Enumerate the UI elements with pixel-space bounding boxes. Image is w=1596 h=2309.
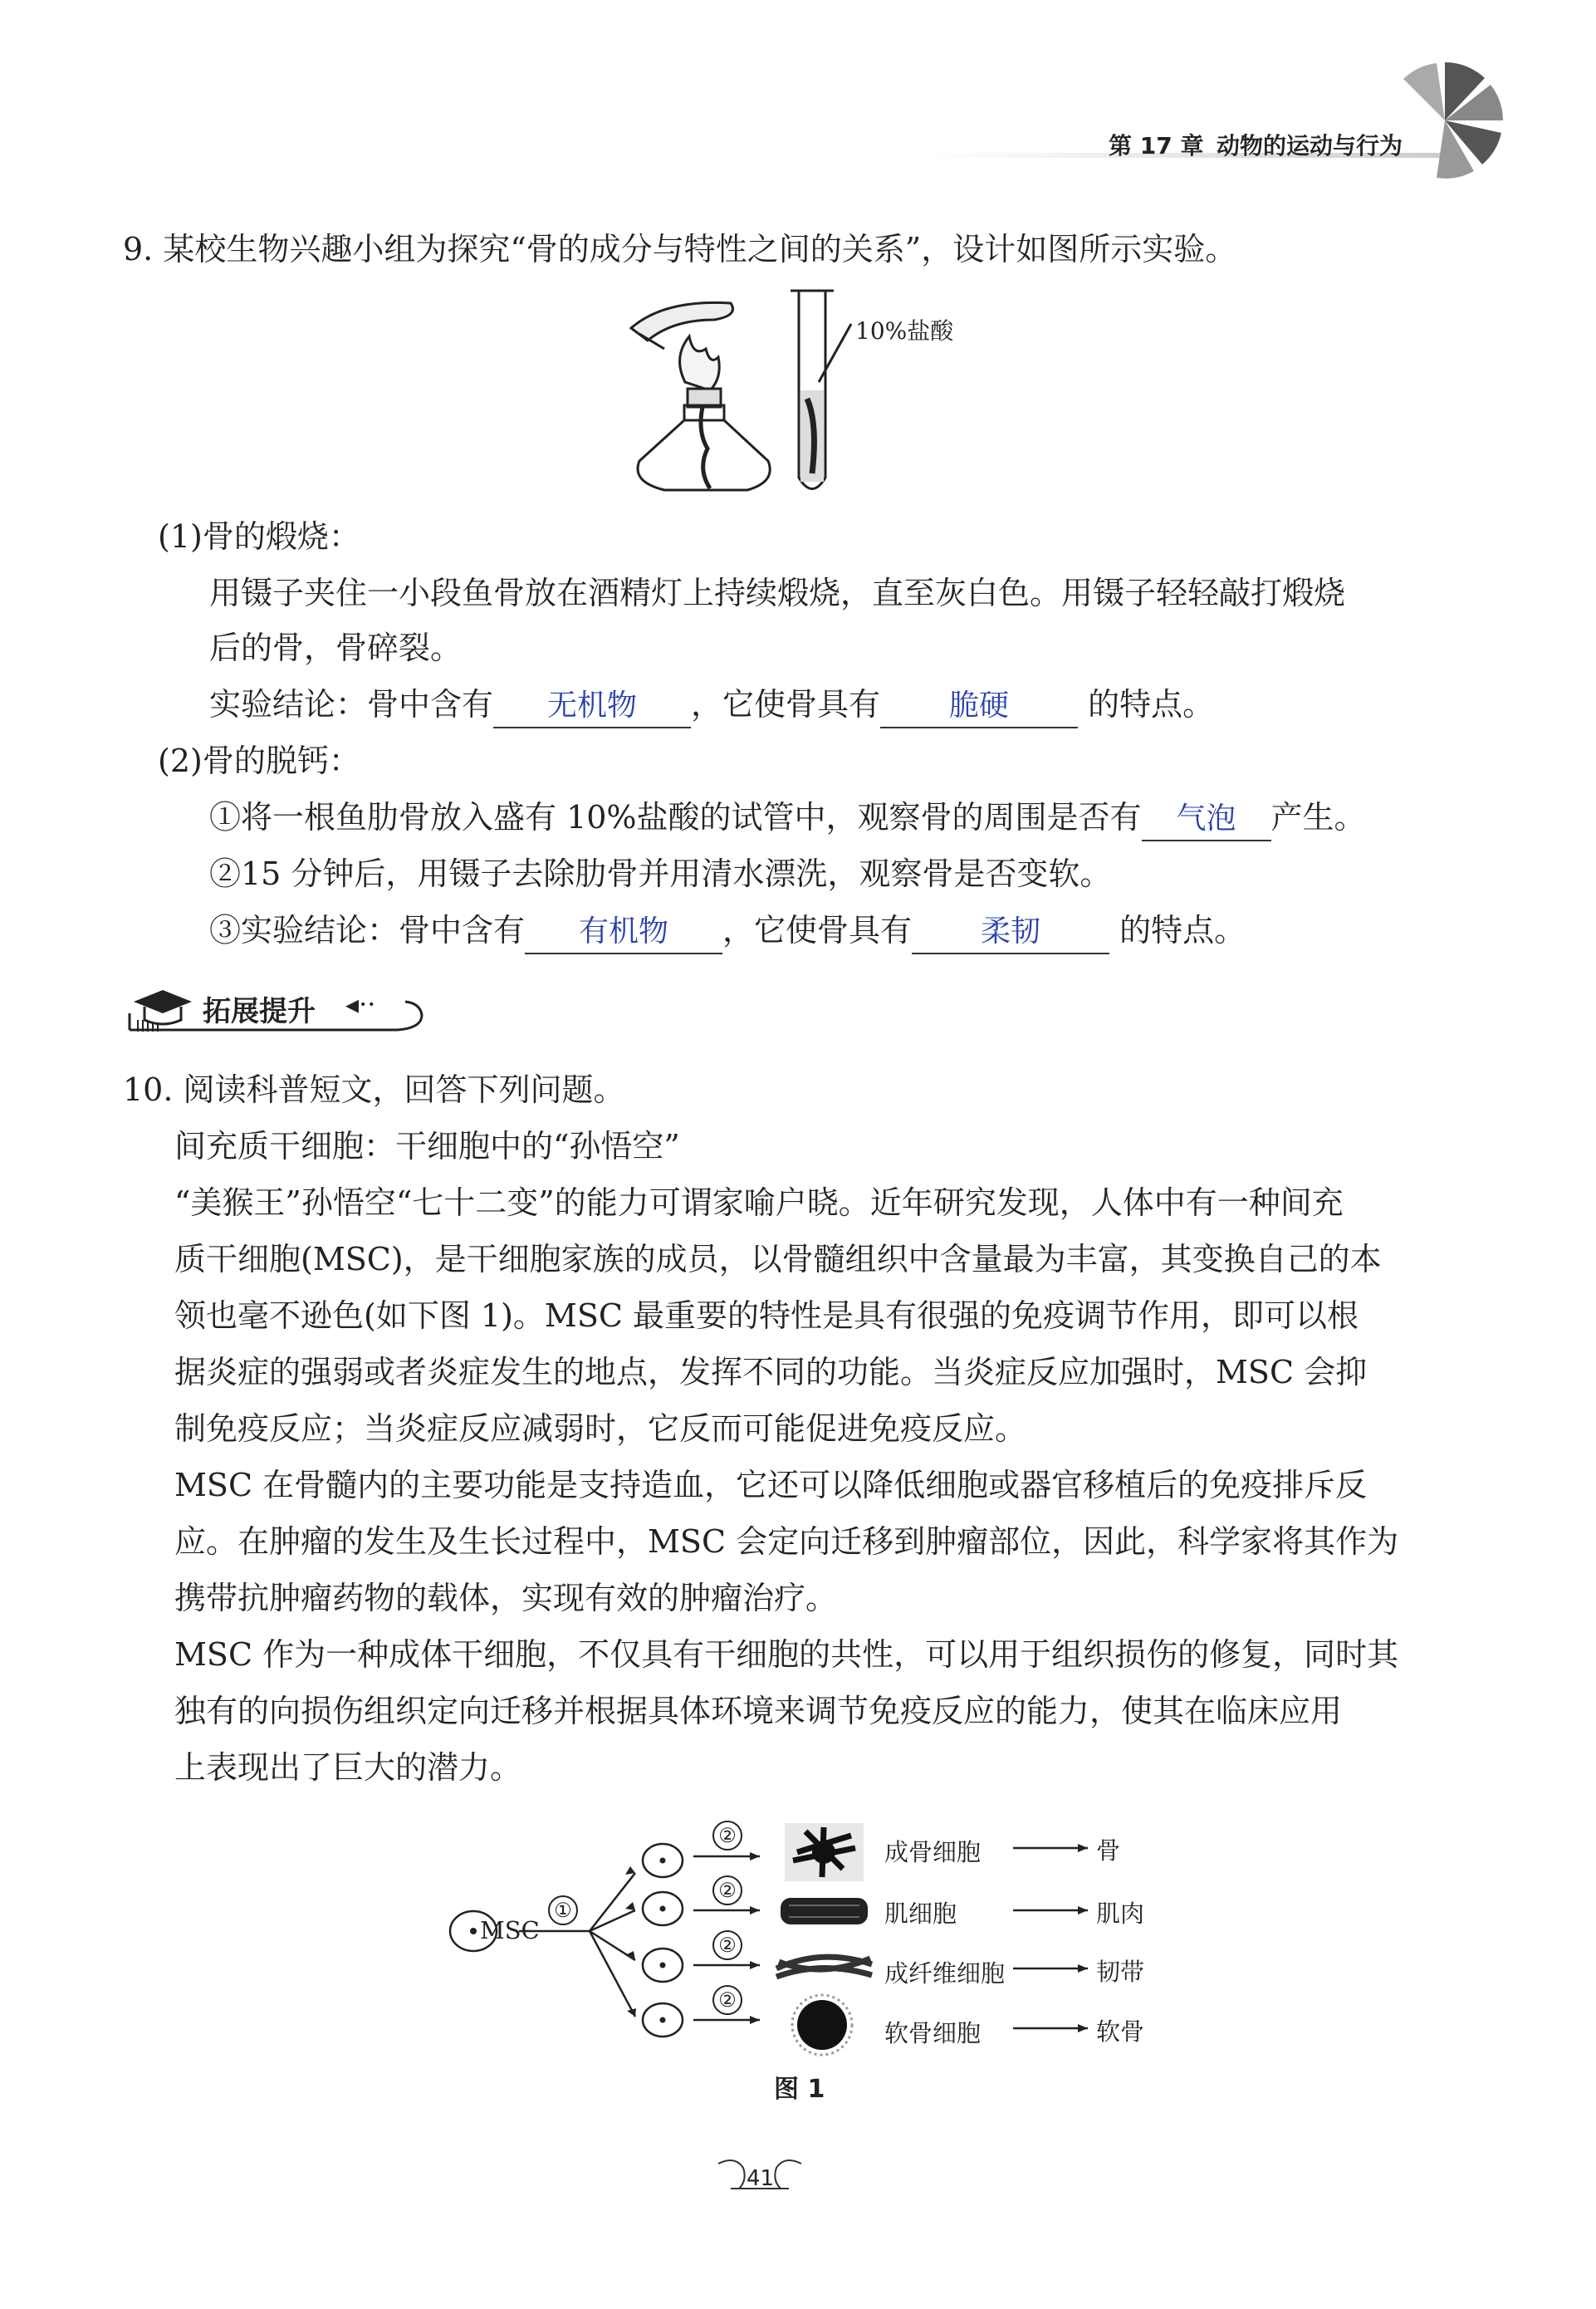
q9-part2-step1 xyxy=(209,794,1366,841)
figure1-step1-label: ① xyxy=(548,1895,578,1925)
figure1-cell-osteoblast: 成骨细胞 xyxy=(884,1838,982,1866)
q9-part1-line2: 后的骨，骨碎裂。 xyxy=(209,630,463,666)
q9-part2-title: (2)骨的脱钙： xyxy=(158,743,360,779)
arrow-left-icon: ◂·· xyxy=(345,988,376,1020)
answer-blank-inorganic[interactable]: 无机物 xyxy=(493,685,691,728)
q9-part2-step3 xyxy=(209,907,1246,954)
q9-part1-line1: 用镊子夹住一小段鱼骨放在酒精灯上持续煅烧，直至灰白色。用镊子轻轻敲打煅烧 xyxy=(209,575,1346,611)
page-header xyxy=(930,116,1461,166)
figure1-cell-fibroblast: 成纤维细胞 xyxy=(884,1959,1006,1988)
figure1-step2-label: ② xyxy=(712,1930,742,1960)
step3-text-b: ，它使骨具有 xyxy=(722,912,913,949)
figure1-caption: 图 1 xyxy=(774,2075,825,2104)
q10-para1-line3: 领也毫不逊色(如下图 1)。MSC 最重要的特性是具有很强的免疫调节作用，即可以根 xyxy=(174,1297,1359,1334)
figure1-result-bone: 骨 xyxy=(1096,1836,1121,1865)
answer-blank-flexible[interactable]: 柔韧 xyxy=(912,911,1109,954)
q10-para1-line2: 质干细胞(MSC)，是干细胞家族的成员，以骨髓组织中含量最为丰富，其变换自己的本 xyxy=(174,1241,1382,1277)
q10-para3-line2: 独有的向损伤组织定向迁移并根据具体环境来调节免疫反应的能力，使其在临床应用 xyxy=(174,1693,1343,1729)
q10-para1-line5: 制免疫反应；当炎症反应减弱时，它反而可能促进免疫反应。 xyxy=(174,1410,1027,1447)
section-banner xyxy=(123,980,430,1038)
figure1-result-ligament: 韧带 xyxy=(1096,1958,1145,1986)
figure1-msc-diagram xyxy=(432,1802,1179,2118)
figure1-step2-label: ② xyxy=(712,1985,742,2015)
q9-part1-conclusion xyxy=(209,681,1214,728)
figure1-result-muscle: 肌肉 xyxy=(1096,1900,1145,1928)
figure1-msc-label: MSC xyxy=(480,1916,540,1944)
chapter-number: 第 17 章 xyxy=(1109,132,1204,159)
answer-blank-bubbles[interactable]: 气泡 xyxy=(1142,798,1271,841)
section-banner-label: 拓展提升 xyxy=(203,995,316,1028)
q10-para2-line2: 应。在肿瘤的发生及生长过程中，MSC 会定向迁移到肿瘤部位，因此，科学家将其作为 xyxy=(174,1523,1399,1560)
q10-para1-line1: “美猴王”孙悟空“七十二变”的能力可谓家喻户晓。近年研究发现，人体中有一种间充 xyxy=(174,1184,1344,1221)
q10-para3-line3: 上表现出了巨大的潜力。 xyxy=(174,1749,522,1786)
conclusion-text-c: 的特点。 xyxy=(1088,686,1215,723)
figure1-step2-label: ② xyxy=(712,1875,742,1905)
step1-text-b: 产生。 xyxy=(1270,799,1366,836)
q10-para2-line1: MSC 在骨髓内的主要功能是支持造血，它还可以降低细胞或器官移植后的免疫排斥反 xyxy=(174,1467,1368,1503)
figure1-cell-chondrocyte: 软骨细胞 xyxy=(884,2019,982,2047)
q10-article-title: 间充质干细胞：干细胞中的“孙悟空” xyxy=(174,1128,680,1164)
step3-text-c: 的特点。 xyxy=(1119,912,1246,949)
chapter-title: 动物的运动与行为 xyxy=(1217,132,1403,159)
figure1-cell-muscle: 肌细胞 xyxy=(884,1900,957,1928)
figure-acid-label: 10%盐酸 xyxy=(855,317,954,345)
q9-apparatus-figure xyxy=(614,282,996,507)
q10-para2-line3: 携带抗肿瘤药物的载体，实现有效的肿瘤治疗。 xyxy=(174,1580,838,1616)
page-number-badge xyxy=(710,2151,810,2201)
answer-blank-brittle[interactable]: 脆硬 xyxy=(880,685,1078,728)
figure1-result-cartilage: 软骨 xyxy=(1096,2017,1145,2046)
figure1-step2-label: ② xyxy=(712,1821,742,1851)
page-number: 41 xyxy=(747,2166,775,2191)
step1-text-a: ①将一根鱼肋骨放入盛有 10%盐酸的试管中，观察骨的周围是否有 xyxy=(209,799,1142,836)
banner-underline xyxy=(123,980,430,1038)
q10-para3-line1: MSC 作为一种成体干细胞，不仅具有干细胞的共性，可以用于组织损伤的修复，同时其 xyxy=(174,1636,1399,1673)
q9-part2-step2: ②15 分钟后，用镊子去除肋骨并用清水漂洗，观察骨是否变软。 xyxy=(209,855,1112,892)
answer-blank-organic[interactable]: 有机物 xyxy=(525,911,722,954)
conclusion-text-b: ，它使骨具有 xyxy=(691,686,881,723)
q9-part1-title: (1)骨的煅烧： xyxy=(158,518,360,555)
q9-stem: 9. 某校生物兴趣小组为探究“骨的成分与特性之间的关系”，设计如图所示实验。 xyxy=(123,231,1237,267)
conclusion-text-a: 实验结论：骨中含有 xyxy=(209,686,494,723)
header-fan-icon xyxy=(1387,58,1503,183)
step3-text-a: ③实验结论：骨中含有 xyxy=(209,912,526,949)
q10-para1-line4: 据炎症的强弱或者炎症发生的地点，发挥不同的功能。当炎症反应加强时，MSC 会抑 xyxy=(174,1354,1368,1390)
q10-stem: 10. 阅读科普短文，回答下列问题。 xyxy=(123,1071,625,1108)
